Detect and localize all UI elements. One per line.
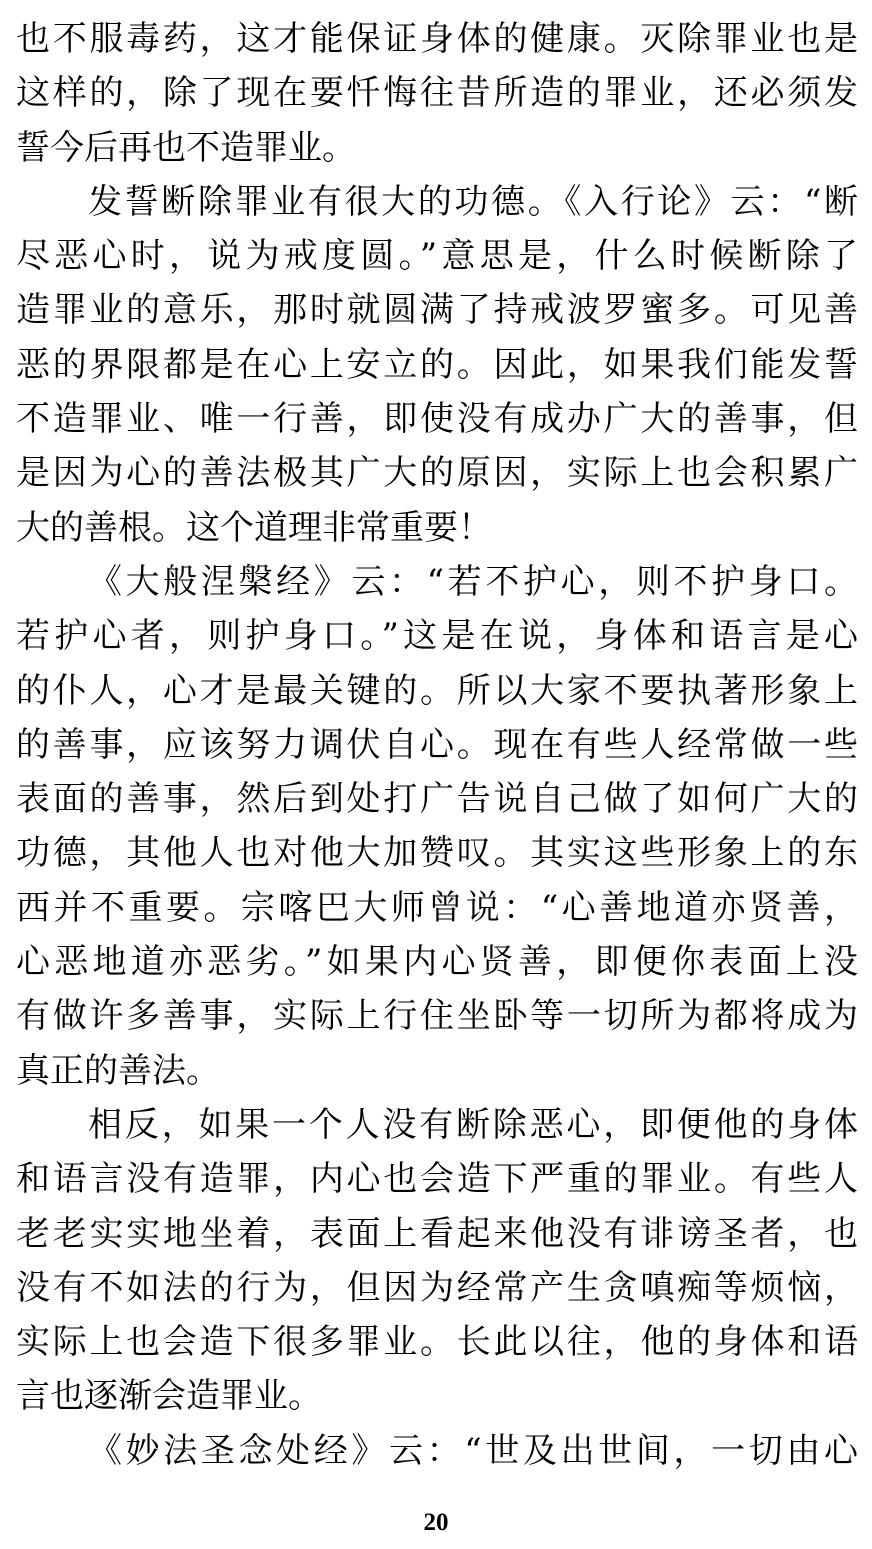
text-line: 和语言没有造罪，内心也会造下严重的罪业。有些人 [16,1159,858,1200]
text-line: 若护心者，则护身口。”这是在说，身体和语言是心 [16,616,858,657]
text-line: 也不服毒药，这才能保证身体的健康。灭除罪业也是 [16,19,858,59]
text-line: 的仆人，心才是最关键的。所以大家不要执著形象上 [16,670,858,711]
text-line: 誓今后再也不造罪业。 [16,127,356,168]
text-line: 这样的，除了现在要忏悔往昔所造的罪业，还必须发 [16,73,858,114]
text-line: 的善事，应该努力调伏自心。现在有些人经常做一些 [16,724,858,765]
text-line: 是因为心的善法极其广大的原因，实际上也会积累广 [16,453,858,494]
text-line: 《大般涅槃经》云：“若不护心，则不护身口。 [88,561,858,602]
text-line: 恶的界限都是在心上安立的。因此，如果我们能发誓 [16,344,858,385]
text-line: 尽恶心时，说为戒度圆。”意思是，什么时候断除了 [16,236,858,277]
text-line: 不造罪业、唯一行善，即使没有成办广大的善事，但 [16,399,858,440]
text-line: 《妙法圣念处经》云：“世及出世间，一切由心 [88,1430,858,1471]
text-line: 真正的善法。 [16,1050,220,1091]
text-line: 功德，其他人也对他大加赞叹。其实这些形象上的东 [16,833,858,874]
text-line: 造罪业的意乐，那时就圆满了持戒波罗蜜多。可见善 [16,290,858,331]
text-line: 老老实实地坐着，表面上看起来他没有诽谤圣者，也 [16,1213,858,1254]
text-line: 有做许多善事，实际上行住坐卧等一切所为都将成为 [16,996,858,1037]
text-line: 表面的善事，然后到处打广告说自己做了如何广大的 [16,779,858,820]
text-line: 发誓断除罪业有很大的功德。《入行论》云：“断 [88,181,858,222]
text-line: 西并不重要。宗喀巴大师曾说：“心善地道亦贤善， [16,887,858,928]
text-line: 大的善根。这个道理非常重要！ [16,507,492,548]
text-line: 没有不如法的行为，但因为经常产生贪嗔痴等烦恼， [16,1267,858,1308]
text-line: 言也逐渐会造罪业。 [16,1376,322,1417]
page-number: 20 [423,1509,449,1536]
body-text [16,12,858,1478]
text-line: 相反，如果一个人没有断除恶心，即便他的身体 [88,1104,858,1145]
text-line: 心恶地道亦恶劣。”如果内心贤善，即便你表面上没 [16,942,858,983]
text-line: 实际上也会造下很多罪业。长此以往，他的身体和语 [16,1322,858,1363]
